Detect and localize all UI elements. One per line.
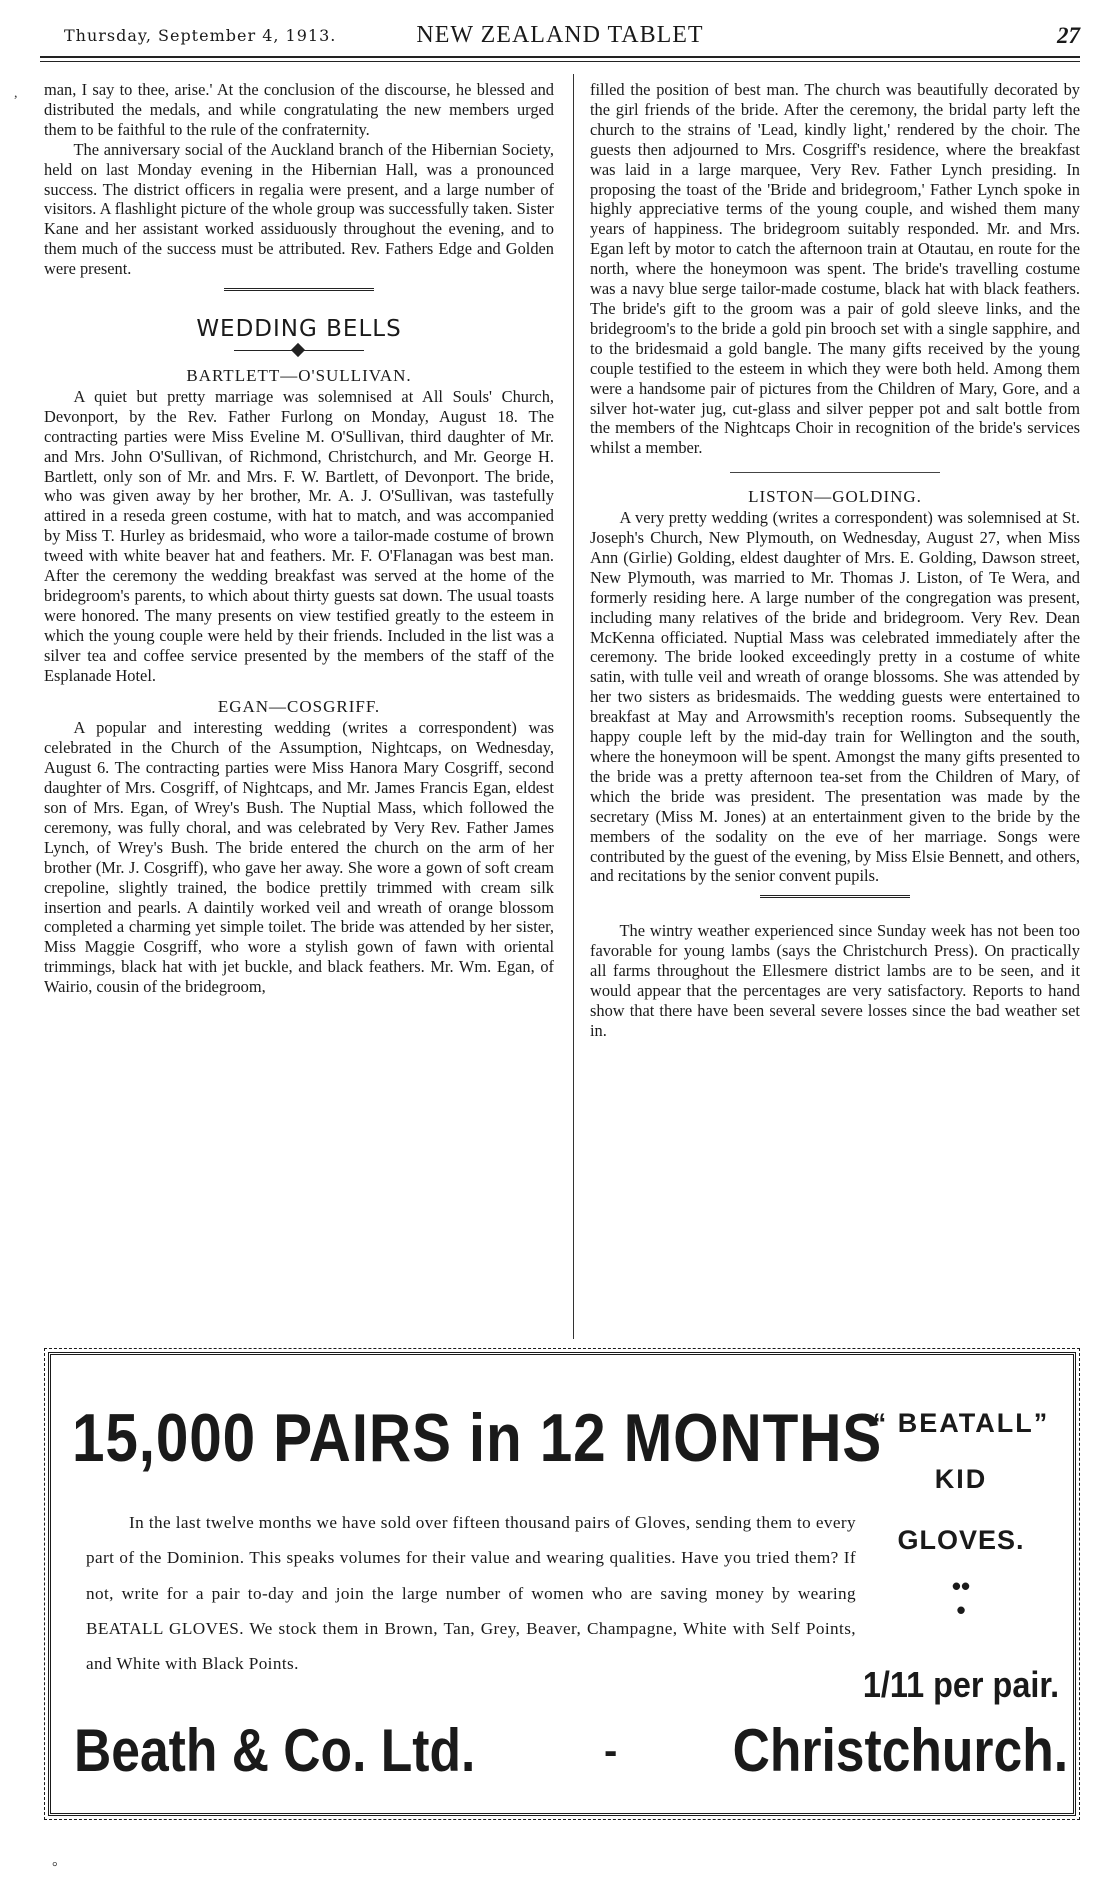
ad-city-name: Christchurch. (732, 1717, 1068, 1784)
double-rule (760, 895, 910, 901)
wedding-heading-liston: LISTON—GOLDING. (748, 487, 922, 507)
ad-side-panel (848, 1404, 1074, 1706)
diamond-rule (234, 344, 364, 358)
margin-mark: , (14, 86, 18, 101)
header-rule (40, 56, 1080, 58)
masthead-title: NEW ZEALAND TABLET (416, 22, 704, 48)
left-column (44, 80, 554, 997)
diamond-ornament (291, 343, 305, 357)
wedding-heading-egan: EGAN—COSGRIFF. (217, 697, 381, 717)
ad-footer (74, 1708, 1070, 1794)
ad-product-kid: KID (934, 1464, 988, 1494)
page-number: 27 (1057, 23, 1080, 48)
margin-mark: ° (52, 1860, 58, 1875)
ad-brand-name: “ BEATALL” (872, 1408, 1050, 1438)
ad-price: 1/11 per pair. (862, 1664, 1060, 1705)
glove-advertisement (48, 1352, 1076, 1816)
issue-date: Thursday, September 4, 1913. (64, 26, 337, 45)
wedding-body-bartlett: A quiet but pretty marriage was solemnised at All Souls' Church, Devonport, by the Rev. Father Furlong on Monday, August 18. The contracting parties were Miss Eveline M. O'Sullivan, third daughter of Mr. and Mrs. John O'Sullivan, of Richmond, Christchurch, and Mr. George H. Bartlett, only son of Mr. and Mrs. F. W. Bartlett, of Devonport. The bride, who was given away by her brother, Mr. A. J. O'Sullivan, was tastefully attired in a reseda green costume, with hat to match, and was accompanied by Miss T. Hurley as bridesmaid, who wore a tailor-made costume of brown tweed with white beaver hat and feathers. Mr. F. O'Flanagan was best man. After the ceremony the wedding breakfast was served at the home of the bridegroom's parents, to which about thirty guests sat down. The usual toasts were honored. The many presents on view testified greatly to the esteem in which the young couple were held by their friends. Included in the list was a silver tea and coffee service presented by the members of the staff of the Esplanade Hotel. (44, 386, 554, 685)
column-divider (573, 74, 574, 1339)
wedding-body-egan-continued: filled the position of best man. The church was beautifully decorated by the girl friends of the bride. After the ceremony, the bridal party left the church to the strains of 'Lead, kindly light,' rendered by the choir. The guests then adjourned to Mrs. Cosgriff's residence, where the breakfast was laid in a large marquee, Very Rev. Father Lynch presiding. In proposing the toast of the 'Bride and bridegroom,' Father Lynch spoke in highly appreciative terms of the young couple, and wished them many years of happiness. The bridegroom suitably responded. Mr. and Mrs. Egan left by motor to catch the afternoon train at Otautau, en route for the north, where the honeymoon was spent. The bride's travelling costume was a navy blue serge tailor-made costume, black hat with black feathers. The bride's gift to the groom was a pair of gold sleeve links, and the bridegroom's to the bride a gold pin brooch set with a single sapphire, and to the bridesmaid a gold bangle. The many gifts received by the young couple testified to the esteem in which they were both held. Among them were a handsome pair of pictures from the Children of Mary, Gore, and a silver hot-water jug, cut-glass and silver pepper pot and salt bottle from the members of the Nightcaps Choir in recognition of the bride's services whilst a member. (590, 80, 1080, 458)
section-heading: WEDDING BELLS (196, 316, 402, 343)
article-paragraph-hibernian: The anniversary social of the Auckland branch of the Hibernian Society, held on last Monday evening in the Hibernian Hall, was a pronounced success. The district officers in regalia were present, and a large number of visitors. A flashlight picture of the whole group was successfully taken. Sister Kane and her assistant worked assiduously throughout the evening, and to them much of the success must be attributed. Rev. Fathers Edge and Golden were present. (44, 139, 554, 279)
article-paragraph-opening: man, I say to thee, arise.' At the conclusion of the discourse, he blessed and distributed the medals, and while congratulating the new members urged them to be faithful to the rule of the confraternity. (44, 80, 554, 139)
double-rule (224, 288, 374, 294)
wedding-heading-bartlett: BARTLETT—O'SULLIVAN. (186, 365, 412, 385)
ad-body-text: In the last twelve months we have sold over fifteen thousand pairs of Gloves, sending them to every part of the Dominion. This speaks volumes for their value and wearing qualities. Have you tried them? If not, write for a pair to-day and join the large number of women who are saving money by wearing BEATALL GLOVES. We stock them in Brown, Tan, Grey, Beaver, Champagne, White with Self Points, and White with Black Points. (86, 1513, 856, 1674)
ad-firm-name: Beath & Co. Ltd. (74, 1717, 476, 1784)
ad-dots-ornament: •• • (951, 1571, 971, 1625)
ad-headline: 15,000 PAIRS in 12 MONTHS (72, 1400, 883, 1476)
wedding-body-liston: A very pretty wedding (writes a correspondent) was solemnised at St. Joseph's Church, New Plymouth, on Wednesday, August 27, when Miss Ann (Girlie) Golding, eldest daughter of Mrs. E. Golding, Dawson street, New Plymouth, was married to Mr. Thomas J. Liston, of Te Wera, and formerly residing here. A large number of the congregation was present, including many relatives of the bride and bridegroom. Very Rev. Dean McKenna officiated. Nuptial Mass was celebrated immediately after the ceremony. The bride looked exceedingly pretty in a costume of white satin, with tulle veil and wreath of orange blossoms. She was attended by her two sisters as bridesmaids. The wedding guests were entertained to breakfast at May and Arrowsmith's reception rooms. Subsequently the happy couple left by the mid-day train for Wellington and the south, where the honeymoon will be spent. Amongst the many gifts presented to the bride was a pretty afternoon tea-set from the Children of Mary, of which the bride was president. The presentation was made by the secretary (Miss M. Jones) at an entertainment given to the bride by the members of the sodality on the eve of her marriage. Songs were contributed by the guest of the evening, by Miss Elsie Bennett, and others, and recitations by the senior convent pupils. (590, 508, 1080, 886)
thin-rule (730, 472, 940, 473)
ad-separator: - (604, 1729, 618, 1773)
page-header (40, 24, 1080, 58)
ad-product-gloves: GLOVES. (897, 1525, 1025, 1555)
header-rule-thin (40, 61, 1080, 62)
wedding-body-egan: A popular and interesting wedding (writes a correspondent) was celebrated in the Church of the Assumption, Nightcaps, on Wednesday, August 6. The contracting parties were Miss Hanora Mary Cosgriff, second daughter of Mrs. Cosgriff, of Nightcaps, and Mr. James Francis Egan, eldest son of Mrs. Egan, of Wrey's Bush. The Nuptial Mass, which followed the ceremony, was fully choral, and was celebrated by Very Rev. Father James Lynch, of Wrey's Bush. The bride entered the church on the arm of her brother (Mr. J. Cosgriff), who gave her away. She wore a gown of soft cream crepoline, slightly trained, the bodice prettily trimmed with cream silk insertion and pearls. A daintily worked veil and wreath of orange blossom completed a charming yet simple toilet. The bride was attended by her sister, Miss Maggie Cosgriff, who wore a stylish gown of fawn with oriental trimmings, black hat with jet buckle, and black feathers. Mr. Wm. Egan, of Wairio, cousin of the bridegroom, (44, 718, 554, 997)
right-column (590, 80, 1080, 1041)
article-paragraph-weather: The wintry weather experienced since Sunday week has not been too favorable for young lambs (says the Christchurch Press). On practically all farms throughout the Ellesmere district lambs are to be seen, and it would appear that the percentages are very satisfactory. Reports to hand show that there have been several severe losses since the bad weather set in. (590, 921, 1080, 1040)
